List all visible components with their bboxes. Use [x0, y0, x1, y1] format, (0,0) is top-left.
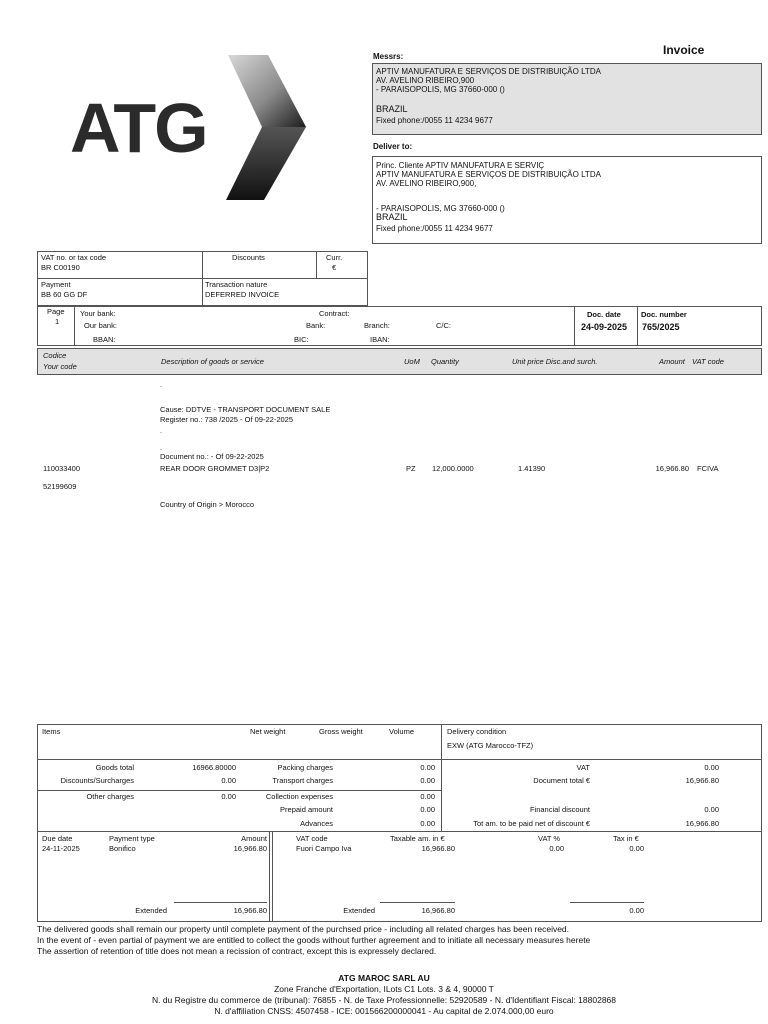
due-extended-label: Extended	[135, 906, 167, 915]
transaction-value: DEFERRED INVOICE	[205, 290, 280, 299]
items-table-header	[37, 348, 762, 375]
tax-amount-value: 0.00	[629, 844, 644, 853]
document-total-value: 16,966.80	[685, 776, 719, 785]
transaction-label: Transaction nature	[205, 280, 268, 289]
bban-label: BBAN:	[93, 335, 116, 344]
col-your-code: Your code	[43, 362, 77, 371]
bic-label: BIC:	[294, 335, 309, 344]
col-amount: Amount	[659, 357, 685, 366]
transport-charges-value: 0.00	[420, 776, 435, 785]
due-amount-label: Amount	[241, 834, 267, 843]
taxable-amount-label: Taxable am. in €	[390, 834, 445, 843]
item-origin: Country of Origin > Morocco	[160, 500, 254, 509]
discounts-surcharges-label: Discounts/Surcharges	[60, 776, 134, 785]
body-cause: Cause: DDTVE - TRANSPORT DOCUMENT SALE	[160, 405, 331, 414]
collection-expenses-value: 0.00	[420, 792, 435, 801]
total-to-pay-label: Tot am. to be paid net of discount €	[473, 819, 590, 828]
doc-date-value: 24-09-2025	[581, 322, 628, 332]
packing-charges-value: 0.00	[420, 763, 435, 772]
other-charges-label: Other charges	[86, 792, 134, 801]
vat-value: BR C00190	[41, 263, 80, 272]
due-extended-value: 16,966.80	[233, 906, 267, 915]
deliver-phone: Fixed phone:/0055 11 4234 9677	[376, 224, 493, 233]
company-logo	[70, 55, 315, 200]
terms-line-2: In the event of - even partial of payment we are entitled to collect the goods without further agreement and to initiate all necessary measures herete	[37, 935, 591, 945]
company-name: ATG MAROC SARL AU	[338, 973, 430, 983]
tax-total-value: 0.00	[629, 906, 644, 915]
taxable-amount-value: 16,966.80	[421, 844, 455, 853]
deliver-line3: AV. AVELINO RIBEIRO,900,	[376, 179, 477, 188]
our-bank-label: Our bank:	[84, 321, 117, 330]
collection-expenses-label: Collection expenses	[265, 792, 333, 801]
delivery-condition-value: EXW (ATG Marocco-TFZ)	[447, 741, 534, 750]
deliver-box	[372, 156, 762, 244]
due-date-value: 24-11-2025	[42, 844, 80, 853]
body-document-no: Document no.: - Of 09-22-2025	[160, 452, 264, 461]
company-registry: N. du Registre du commerce de (tribunal): 76855 - N. de Taxe Professionnelle: 52920589 - N. d'Identifiant Fiscal: 18802868	[151, 995, 617, 1005]
iban-label: IBAN:	[370, 335, 390, 344]
item-quantity: 12,000.0000	[432, 464, 474, 473]
messrs-line3: - PARAISOPOLIS, MG 37660-000 ()	[376, 85, 505, 94]
customer-info-table	[37, 251, 368, 306]
messrs-line2: AV. AVELINO RIBEIRO,900	[376, 76, 475, 85]
messrs-box	[372, 63, 762, 135]
branch-label: Branch:	[364, 321, 390, 330]
page-value: 1	[55, 317, 60, 326]
item-description: REAR DOOR GROMMET D3|P2	[160, 464, 270, 473]
deliver-line2: APTIV MANUFATURA E SERVIÇOS DE DISTRIBUIÇÃO LTDA	[376, 170, 601, 179]
due-date-label: Due date	[42, 834, 73, 843]
cc-label: C/C:	[436, 321, 451, 330]
vat-code-label: VAT code	[296, 834, 328, 843]
contract-label: Contract:	[319, 309, 350, 318]
advances-label: Advances	[300, 819, 333, 828]
col-vat-code: VAT code	[692, 357, 724, 366]
company-address: Zone Franche d'Exportation, ILots C1 Lots. 3 & 4, 90000 T	[274, 984, 494, 994]
volume-label: Volume	[389, 727, 415, 736]
messrs-line1: APTIV MANUFATURA E SERVIÇOS DE DISTRIBUIÇÃO LTDA	[376, 67, 601, 76]
company-footer	[0, 973, 768, 1017]
chevron-logo-icon	[220, 55, 310, 200]
col-unit-price: Unit price Disc.and surch.	[512, 357, 598, 366]
items-label: Items	[42, 727, 61, 736]
messrs-phone: Fixed phone:/0055 11 4234 9677	[376, 116, 493, 125]
vat-total-label: VAT	[576, 763, 590, 772]
deliver-line4: - PARAISOPOLIS, MG 37660-000 ()	[376, 204, 505, 213]
deliver-label: Deliver to:	[373, 142, 413, 151]
financial-discount-label: Financial discount	[529, 805, 590, 814]
body-dot-3: .	[160, 443, 163, 452]
totals-box	[37, 724, 762, 922]
col-codice: Codice	[43, 351, 67, 360]
transport-charges-label: Transport charges	[272, 776, 333, 785]
terms-notes	[37, 924, 762, 957]
vat-label: VAT no. or tax code	[41, 253, 107, 262]
page-label: Page	[47, 307, 65, 316]
body-register: Register no.: 738 /2025 - Of 09-22-2025	[160, 415, 294, 424]
payment-type-value: Bonifico	[109, 844, 136, 853]
discounts-surcharges-value: 0.00	[221, 776, 236, 785]
vat-extended-value: 16,966.80	[421, 906, 455, 915]
body-dot-2: .	[160, 426, 163, 435]
logo-text: ATG	[70, 89, 207, 167]
doc-date-label: Doc. date	[587, 310, 621, 319]
bank-label: Bank:	[306, 321, 326, 330]
item-unit-price: 1.41390	[518, 464, 546, 473]
deliver-country: BRAZIL	[376, 212, 408, 222]
messrs-label: Messrs:	[373, 52, 404, 61]
currency-value: €	[332, 263, 337, 272]
currency-label: Curr.	[326, 253, 343, 262]
due-amount-value: 16,966.80	[233, 844, 267, 853]
payment-value: BB 60 GG DF	[41, 290, 88, 299]
prepaid-amount-label: Prepaid amount	[280, 805, 333, 814]
goods-total-value: 16966.80000	[192, 763, 236, 772]
payment-type-label: Payment type	[109, 834, 155, 843]
gross-weight-label: Gross weight	[319, 727, 363, 736]
advances-value: 0.00	[420, 819, 435, 828]
other-charges-value: 0.00	[221, 792, 236, 801]
vat-code-value: Fuori Campo Iva	[296, 844, 352, 853]
terms-line-3: The assertion of retention of title does not mean a recission of contract, except this is expressely declared.	[37, 946, 437, 956]
deliver-line1: Princ. Cliente APTIV MANUFATURA E SERVIÇ	[376, 161, 545, 170]
delivery-condition-label: Delivery condition	[447, 727, 507, 736]
item-vat-code: FCIVA	[697, 464, 719, 473]
net-weight-label: Net weight	[250, 727, 286, 736]
item-your-code: 52199609	[43, 482, 77, 491]
vat-extended-label: Extended	[343, 906, 375, 915]
item-amount: 16,966.80	[655, 464, 689, 473]
col-uom: UoM	[404, 357, 420, 366]
tax-amount-label: Tax in €	[613, 834, 639, 843]
goods-total-label: Goods total	[95, 763, 134, 772]
vat-percent-label: VAT %	[538, 834, 561, 843]
total-to-pay-value: 16,966.80	[685, 819, 719, 828]
prepaid-amount-value: 0.00	[420, 805, 435, 814]
document-total-label: Document total €	[533, 776, 590, 785]
item-uom: PZ	[406, 464, 416, 473]
messrs-country: BRAZIL	[376, 104, 408, 114]
bank-info-row	[37, 306, 762, 346]
col-quantity: Quantity	[431, 357, 459, 366]
vat-percent-value: 0.00	[549, 844, 564, 853]
discounts-label: Discounts	[232, 253, 265, 262]
doc-number-value: 765/2025	[642, 322, 680, 332]
item-code: 110033400	[43, 464, 80, 473]
body-dot-1: .	[160, 380, 163, 389]
your-bank-label: Your bank:	[80, 309, 116, 318]
packing-charges-label: Packing charges	[277, 763, 333, 772]
col-description: Description of goods or service	[161, 357, 264, 366]
vat-total-value: 0.00	[704, 763, 719, 772]
company-cnss: N. d'affiliation CNSS: 4507458 - ICE: 001566200000041 - Au capital de 2.074.000,00 euro	[214, 1006, 554, 1016]
terms-line-1: The delivered goods shall remain our property until complete payment of the purchsed price - including all related charges has been received.	[37, 924, 570, 934]
document-title: Invoice	[663, 43, 705, 57]
payment-label: Payment	[41, 280, 71, 289]
doc-number-label: Doc. number	[641, 310, 687, 319]
financial-discount-value: 0.00	[704, 805, 719, 814]
